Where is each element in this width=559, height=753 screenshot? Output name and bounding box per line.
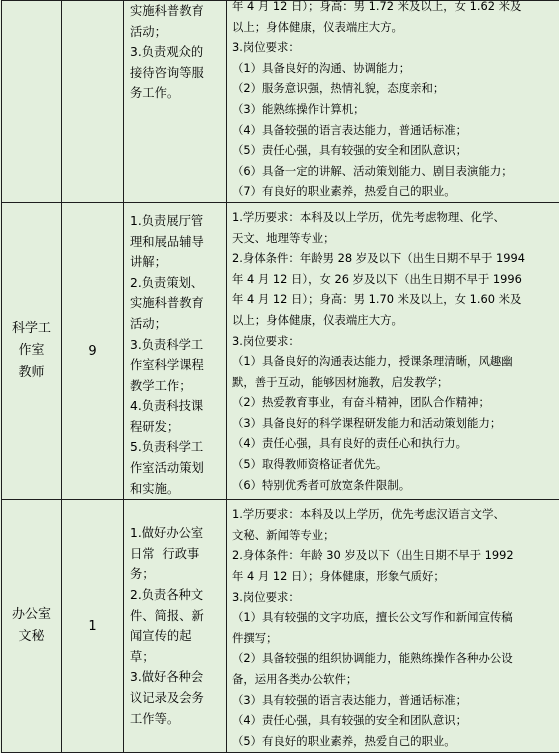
requirement-line: 年 4 月 12 日）；身高：男 1.70 米及以上，女 1.60 米及: [232, 289, 559, 310]
duty-line: 作室活动策划: [130, 458, 224, 479]
duty-line: 日常 行政事: [130, 544, 224, 565]
requirement-line: 默，善于互动，能够因材施教，启发教学；: [232, 372, 559, 393]
requirement-line: 以上；身体健康，仪表端庄大方。: [232, 17, 559, 38]
position-title-cell: [2, 202, 62, 499]
duty-line: 1.负责展厅管: [130, 211, 224, 232]
position-title-line: 教师: [2, 362, 61, 384]
requirement-line: 年 4 月 12 日）；身高：男 1.72 米及以上，女 1.62 米及: [232, 0, 559, 17]
duty-line: 活动；: [130, 314, 224, 335]
duty-line: 和实施。: [130, 479, 224, 500]
duty-line: 5.负责科学工: [130, 437, 224, 458]
duty-line: 1.做好办公室: [130, 523, 224, 544]
duty-line: 务；: [130, 564, 224, 585]
duty-line: 2.负责各种文: [130, 585, 224, 606]
duty-line: 草；: [130, 647, 224, 668]
requirement-line: （4）具备较强的语言表达能力，普通话标准；: [232, 120, 559, 141]
requirement-line: （6）特别优秀者可放宽条件限制。: [232, 475, 559, 496]
requirement-line: 件撰写；: [232, 628, 559, 649]
position-count: 9: [88, 344, 96, 359]
position-count-cell: [62, 500, 124, 753]
duty-line: 4.负责科技课: [130, 396, 224, 417]
duty-line: 讲解；: [130, 252, 224, 273]
requirements-text: [232, 0, 559, 202]
duty-line: 工作等。: [130, 709, 224, 730]
position-title-cell: [2, 1, 62, 203]
requirement-line: 文秘、新闻等专业；: [232, 525, 559, 546]
position-title-line: 办公室: [2, 604, 61, 626]
requirement-line: 备，运用各类办公软件；: [232, 669, 559, 690]
position-title-cell: [2, 500, 62, 753]
duty-line: 理和展品辅导: [130, 232, 224, 253]
requirement-line: （4）责任心强，具有良好的责任心和执行力。: [232, 433, 559, 454]
requirement-line: （2）服务意识强，热情礼貌，态度亲和；: [232, 78, 559, 99]
requirements-cell: [227, 202, 559, 499]
duty-line: 3.负责观众的: [130, 42, 224, 63]
duty-line: 实施科普教育: [130, 1, 224, 22]
requirement-line: 2.身体条件：年龄男 28 岁及以下（出生日期不早于 1994: [232, 248, 559, 269]
duty-line: 务工作。: [130, 83, 224, 104]
requirement-line: 年 4 月 12 日）；身体健康，形象气质好；: [232, 566, 559, 587]
duty-line: 议记录及会务: [130, 688, 224, 709]
position-count: 1: [88, 619, 96, 634]
duty-line: 2.负责策划、: [130, 273, 224, 294]
position-title-line: 作室: [2, 340, 61, 362]
requirement-line: （4）责任心强，具有较强的安全和团队意识；: [232, 710, 559, 731]
requirement-line: （5）取得教师资格证者优先。: [232, 454, 559, 475]
requirement-line: 1.学历要求：本科及以上学历，优先考虑汉语言文学、: [232, 504, 559, 525]
requirement-line: 天文、地理等专业；: [232, 228, 559, 249]
requirement-line: （1）具有较强的文字功底，擅长公文写作和新闻宣传稿: [232, 607, 559, 628]
requirements-cell: [227, 1, 559, 203]
position-count-cell: [62, 202, 124, 499]
requirement-line: （1）具备良好的沟通表达能力，授课条理清晰，风趣幽: [232, 351, 559, 372]
duty-line: 件、简报、新: [130, 606, 224, 627]
requirement-line: （5）责任心强，具有较强的安全和团队意识；: [232, 140, 559, 161]
requirement-line: （7）有良好的职业素养，热爱自己的职业。: [232, 181, 559, 202]
duty-line: 3.做好各种会: [130, 667, 224, 688]
duty-line: 教学工作；: [130, 376, 224, 397]
duty-line: 闻宣传的起: [130, 626, 224, 647]
requirement-line: （6）具备一定的讲解、活动策划能力、剧目表演能力；: [232, 161, 559, 182]
position-title-line: 文秘: [2, 626, 61, 648]
duty-line: 程研发；: [130, 417, 224, 438]
requirement-line: 2.身体条件：年龄 30 岁及以下（出生日期不早于 1992: [232, 545, 559, 566]
position-title-line: 科学工: [2, 318, 61, 340]
table-row: [2, 1, 559, 203]
requirement-line: 3.岗位要求：: [232, 331, 559, 352]
duty-line: 3.负责科学工: [130, 335, 224, 356]
duty-line: 接待咨询等服: [130, 63, 224, 84]
requirements-cell: [227, 500, 559, 753]
duty-line: 实施科普教育: [130, 293, 224, 314]
position-count-cell: [62, 1, 124, 203]
duties-cell: [124, 1, 227, 203]
requirement-line: （2）热爱教育事业，有奋斗精神，团队合作精神；: [232, 392, 559, 413]
requirement-line: （5）有良好的职业素养，热爱自己的职业。: [232, 731, 559, 752]
requirement-line: （3）具备良好的科学课程研发能力和活动策划能力；: [232, 413, 559, 434]
table-row: [2, 500, 559, 753]
requirement-line: 3.岗位要求：: [232, 587, 559, 608]
duties-text: [130, 1, 224, 104]
requirement-line: （3）能熟练操作计算机；: [232, 99, 559, 120]
requirement-line: （1）具备良好的沟通、协调能力；: [232, 58, 559, 79]
duties-cell: [124, 202, 227, 499]
requirement-line: （3）具有较强的语言表达能力，普通话标准；: [232, 690, 559, 711]
requirement-line: 3.岗位要求：: [232, 37, 559, 58]
requirement-line: 1.学历要求：本科及以上学历，优先考虑物理、化学、: [232, 207, 559, 228]
requirement-line: 年 4 月 12 日），女 26 岁及以下（出生日期不早于 1996: [232, 269, 559, 290]
requirement-line: 以上；身体健康，仪表端庄大方。: [232, 310, 559, 331]
table-row: [2, 202, 559, 499]
duty-line: 作室科学课程: [130, 355, 224, 376]
requirement-line: （2）具备较强的组织协调能力，能熟练操作各种办公设: [232, 648, 559, 669]
duties-cell: [124, 500, 227, 753]
recruitment-table: [1, 0, 559, 753]
duty-line: 活动；: [130, 22, 224, 43]
